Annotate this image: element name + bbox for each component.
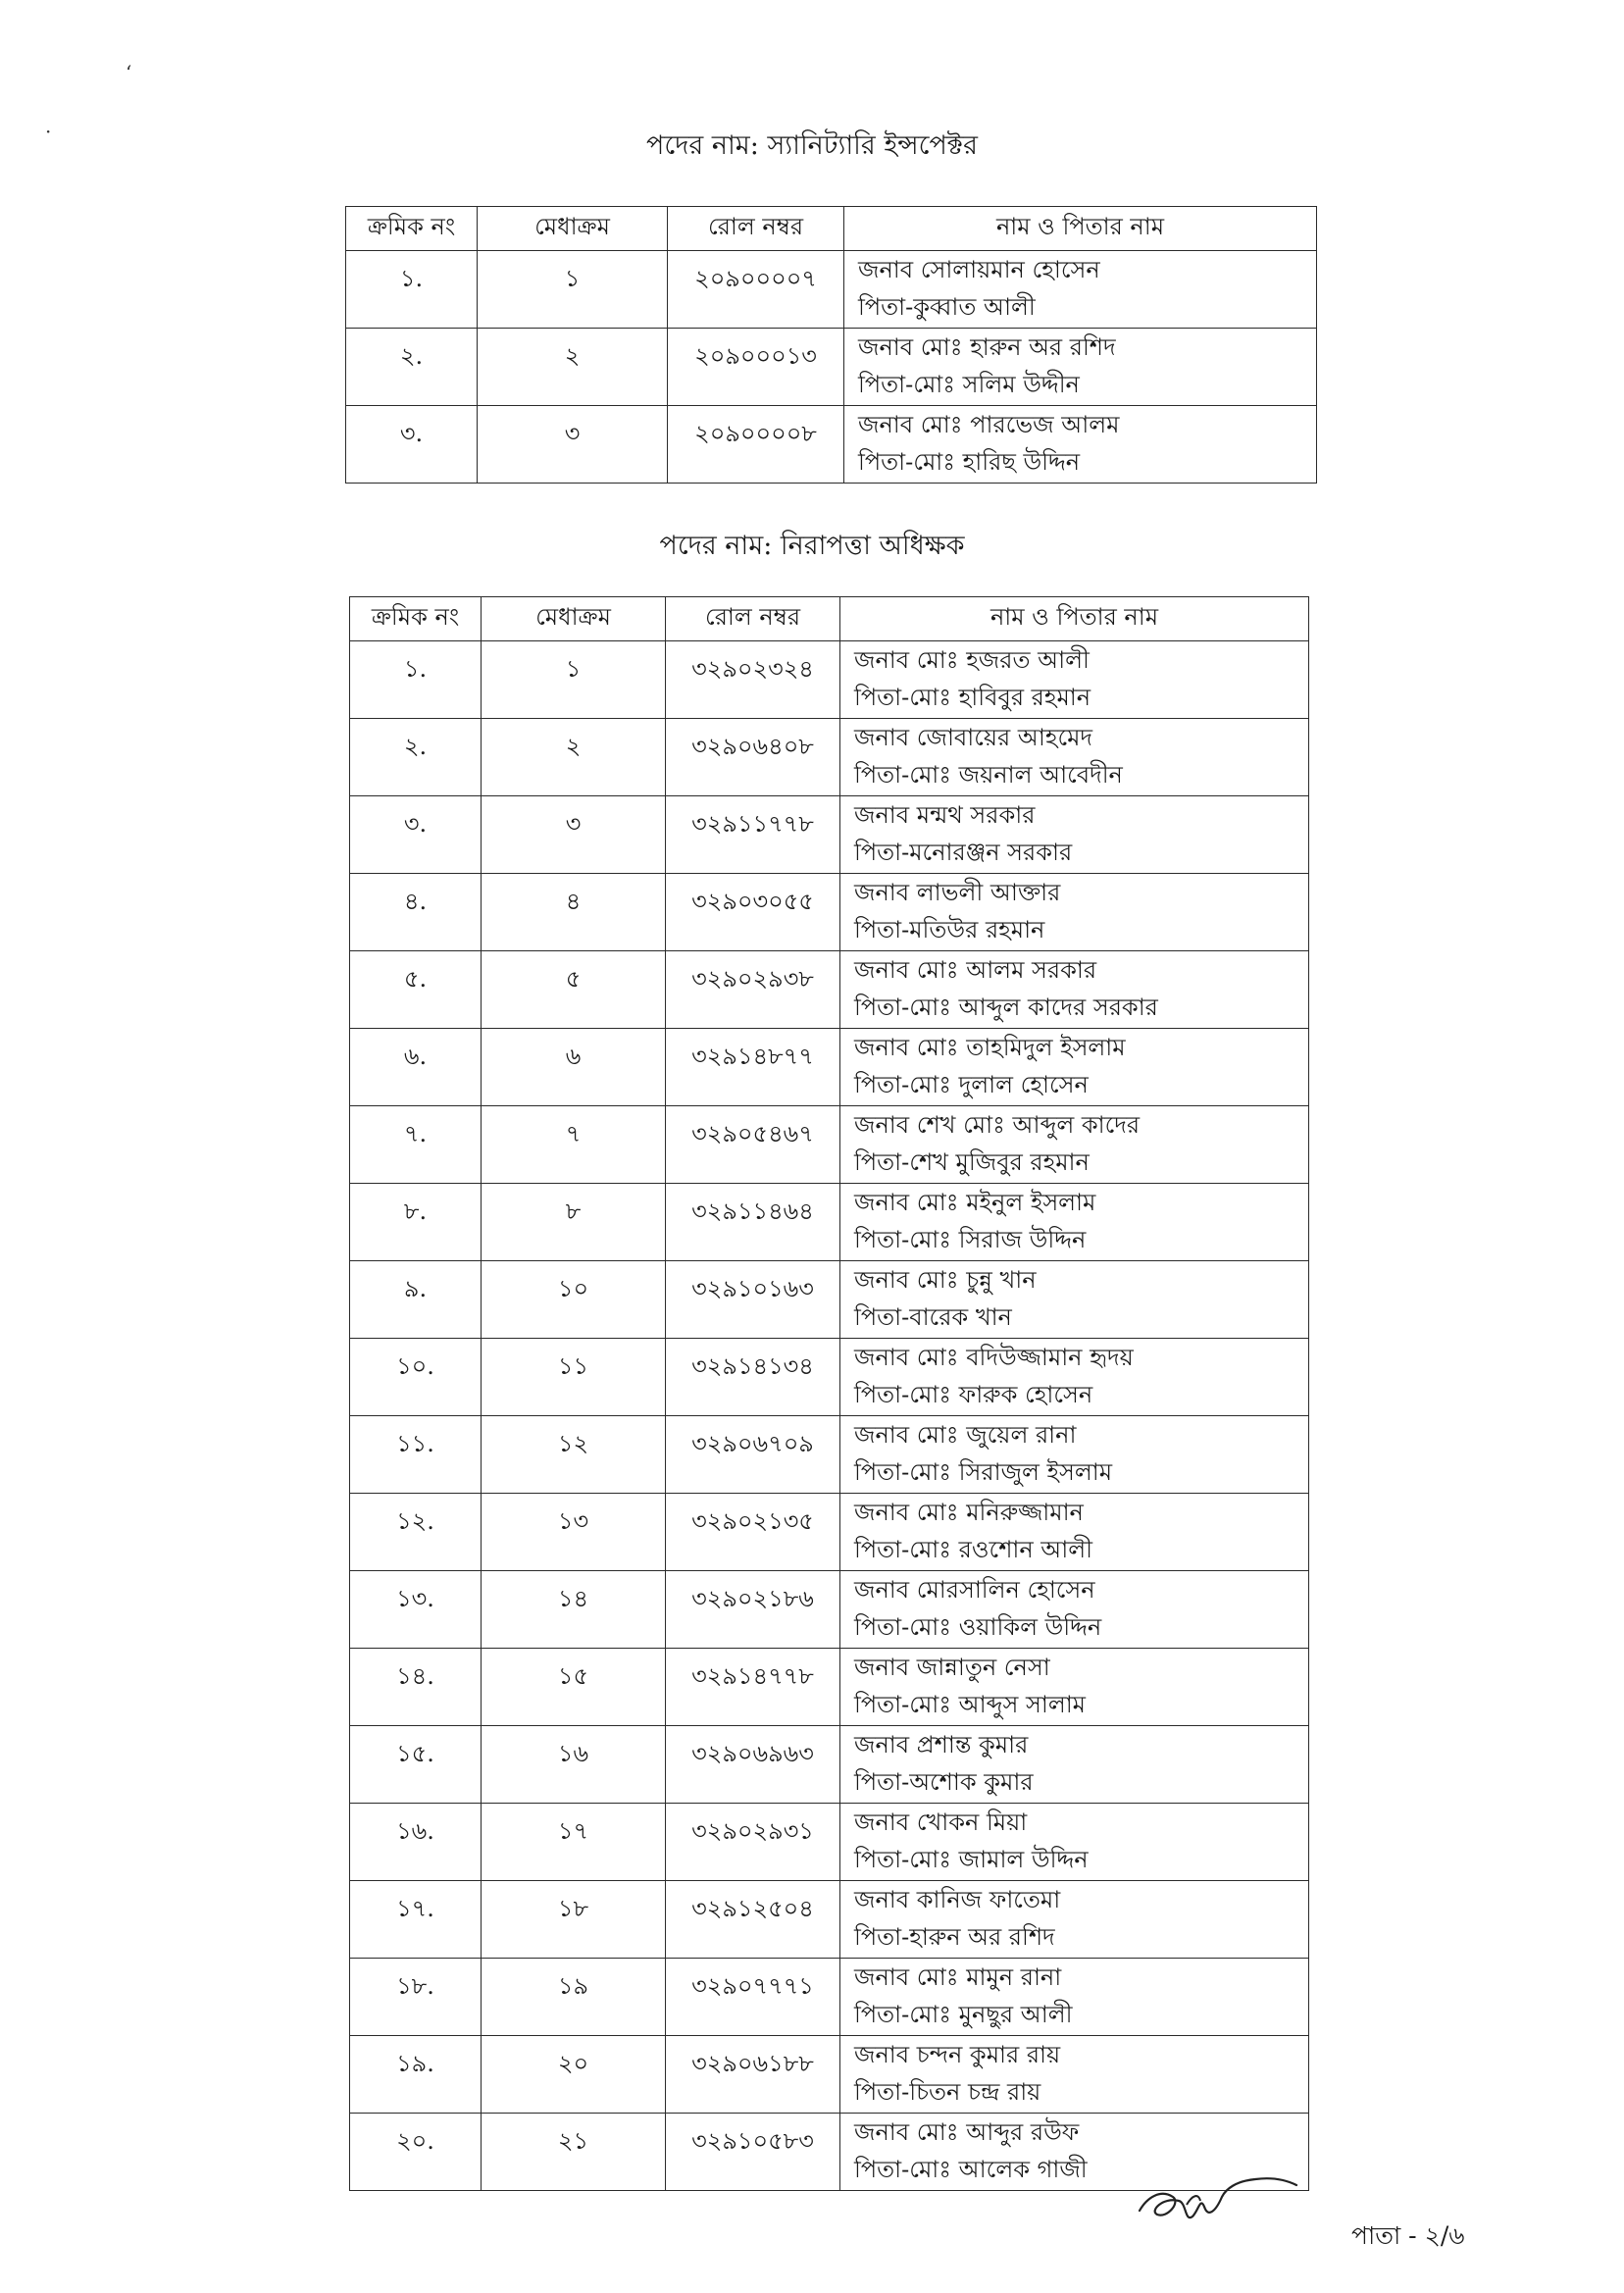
merit-cell: ১৪ (482, 1571, 666, 1649)
candidate-name: জনাব মোঃ মনিরুজ্জামান (854, 1499, 1084, 1526)
serial-cell: ১৯. (350, 2036, 482, 2114)
merit-cell: ১৯ (482, 1959, 666, 2036)
table-row (350, 719, 1309, 796)
name-cell (840, 1959, 1309, 2036)
serial-cell: ১৬. (350, 1804, 482, 1881)
roll-cell: ৩২৯১০৫৮৩ (666, 2114, 840, 2191)
name-cell (840, 796, 1309, 874)
table-header-row (350, 597, 1309, 641)
name-cell (840, 641, 1309, 719)
candidate-name: জনাব মোঃ মামুন রানা (854, 1963, 1062, 1991)
roll-cell: ৩২৯১৪৭৭৮ (666, 1649, 840, 1726)
name-cell (840, 1339, 1309, 1416)
candidate-name: জনাব জোবায়ের আহমেদ (854, 724, 1093, 751)
father-name: পিতা-মোঃ সিরাজুল ইসলাম (854, 1458, 1113, 1486)
father-name: পিতা-মোঃ জয়নাল আবেদীন (854, 761, 1123, 789)
table-row (350, 1649, 1309, 1726)
merit-cell: ২০ (482, 2036, 666, 2114)
father-name: পিতা-হারুন অর রশিদ (854, 1923, 1055, 1951)
table-row (350, 1881, 1309, 1959)
roll-cell: ৩২৯০৩০৫৫ (666, 874, 840, 951)
roll-cell: ৩২৯১৪৮৭৭ (666, 1029, 840, 1106)
roll-cell: ৩২৯০২৯৩৮ (666, 951, 840, 1029)
father-name: পিতা-বারেক খান (854, 1303, 1012, 1331)
father-name: পিতা-মোঃ ফারুক হোসেন (854, 1381, 1093, 1408)
roll-cell: ২০৯০০০০৭ (668, 251, 844, 329)
candidate-name: জনাব কানিজ ফাতেমা (854, 1886, 1061, 1913)
roll-cell: ৩২৯১২৫০৪ (666, 1881, 840, 1959)
candidate-name: জনাব মোঃ আব্দুর রউফ (854, 2118, 1080, 2146)
roll-cell: ৩২৯০৬৭০৯ (666, 1416, 840, 1494)
page-number: পাতা - ২/৬ (1351, 2221, 1465, 2250)
name-cell (840, 1416, 1309, 1494)
roll-cell: ৩২৯০২৩২৪ (666, 641, 840, 719)
name-cell (840, 951, 1309, 1029)
header-roll: রোল নম্বর (668, 207, 844, 251)
roll-cell: ৩২৯০২৯৩১ (666, 1804, 840, 1881)
header-serial: ক্রমিক নং (350, 597, 482, 641)
candidate-name: জনাব মোঃ চুন্নু খান (854, 1266, 1037, 1294)
candidate-name: জনাব মোঃ তাহমিদুল ইসলাম (854, 1034, 1126, 1061)
father-name: পিতা-মোঃ আব্দুস সালাম (854, 1691, 1086, 1718)
table-row (350, 1571, 1309, 1649)
serial-cell: ১৪. (350, 1649, 482, 1726)
candidate-name: জনাব প্রশান্ত কুমার (854, 1731, 1029, 1758)
name-cell (844, 251, 1317, 329)
roll-cell: ৩২৯১১৪৬৪ (666, 1184, 840, 1261)
name-cell (840, 1184, 1309, 1261)
name-cell (840, 1261, 1309, 1339)
roll-cell: ২০৯০০০১৩ (668, 329, 844, 406)
serial-cell: ১৩. (350, 1571, 482, 1649)
roll-cell: ৩২৯০২১৩৫ (666, 1494, 840, 1571)
merit-cell: ২ (482, 719, 666, 796)
father-name: পিতা-মোঃ হাবিবুর রহমান (854, 684, 1091, 711)
serial-cell: ৬. (350, 1029, 482, 1106)
serial-cell: ২. (350, 719, 482, 796)
table-row (350, 1804, 1309, 1881)
table-row (350, 1106, 1309, 1184)
father-name: পিতা-মোঃ সলিম উদ্দীন (858, 371, 1080, 398)
table-row (350, 1029, 1309, 1106)
candidate-name: জনাব মোঃ বদিউজ্জামান হৃদয় (854, 1344, 1134, 1371)
father-name: পিতা-শেখ মুজিবুর রহমান (854, 1148, 1090, 1176)
merit-cell: ১ (482, 641, 666, 719)
roll-cell: ৩২৯১০১৬৩ (666, 1261, 840, 1339)
signature (1128, 2167, 1304, 2246)
serial-cell: ৫. (350, 951, 482, 1029)
header-merit: মেধাক্রম (478, 207, 668, 251)
father-name: পিতা-মোঃ রওশোন আলী (854, 1536, 1093, 1563)
serial-cell: ৮. (350, 1184, 482, 1261)
table-row (350, 1261, 1309, 1339)
merit-cell: ২১ (482, 2114, 666, 2191)
name-cell (840, 1029, 1309, 1106)
header-serial: ক্রমিক নং (346, 207, 478, 251)
candidate-name: জনাব মোঃ হারুন অর রশিদ (858, 333, 1116, 361)
table-row (350, 1959, 1309, 2036)
candidate-name: জনাব সোলায়মান হোসেন (858, 256, 1100, 283)
serial-cell: ১৮. (350, 1959, 482, 2036)
father-name: পিতা-মোঃ ওয়াকিল উদ্দিন (854, 1613, 1102, 1641)
merit-cell: ১৮ (482, 1881, 666, 1959)
roll-cell: ৩২৯১১৭৭৮ (666, 796, 840, 874)
merit-cell: ৩ (478, 406, 668, 484)
father-name: পিতা-মোঃ দুলাল হোসেন (854, 1071, 1089, 1098)
header-roll: রোল নম্বর (666, 597, 840, 641)
table-row (350, 1184, 1309, 1261)
candidate-name: জনাব খোকন মিয়া (854, 1809, 1028, 1836)
candidate-name: জনাব জান্নাতুন নেসা (854, 1654, 1050, 1681)
serial-cell: ৭. (350, 1106, 482, 1184)
name-cell (840, 1494, 1309, 1571)
merit-cell: ৩ (482, 796, 666, 874)
sanitary-inspector-table (345, 206, 1317, 484)
father-name: পিতা-মোঃ মুনছুর আলী (854, 2001, 1073, 2028)
name-cell (840, 1649, 1309, 1726)
father-name: পিতা-মোঃ সিরাজ উদ্দিন (854, 1226, 1087, 1253)
table-row (350, 796, 1309, 874)
serial-cell: ৪. (350, 874, 482, 951)
table-row (350, 951, 1309, 1029)
serial-cell: ১১. (350, 1416, 482, 1494)
name-cell (840, 1106, 1309, 1184)
father-name: পিতা-মোঃ আব্দুল কাদের সরকার (854, 994, 1158, 1021)
name-cell (840, 1881, 1309, 1959)
table-row (350, 1494, 1309, 1571)
father-name: পিতা-মোঃ আলেক গাজী (854, 2156, 1088, 2183)
merit-cell: ১১ (482, 1339, 666, 1416)
roll-cell: ২০৯০০০০৮ (668, 406, 844, 484)
table-row (350, 641, 1309, 719)
merit-cell: ৭ (482, 1106, 666, 1184)
roll-cell: ৩২৯০৭৭৭১ (666, 1959, 840, 2036)
table-row (350, 874, 1309, 951)
header-name: নাম ও পিতার নাম (840, 597, 1309, 641)
candidate-name: জনাব মোঃ মইনুল ইসলাম (854, 1189, 1096, 1216)
table-row (350, 2036, 1309, 2114)
table-header-row (346, 207, 1317, 251)
roll-cell: ৩২৯০৬১৮৮ (666, 2036, 840, 2114)
merit-cell: ২ (478, 329, 668, 406)
father-name: পিতা-মতিউর রহমান (854, 916, 1045, 943)
father-name: পিতা-চিতন চন্দ্র রায় (854, 2078, 1041, 2106)
name-cell (844, 329, 1317, 406)
serial-cell: ৩. (350, 796, 482, 874)
roll-cell: ৩২৯০৬৪০৮ (666, 719, 840, 796)
serial-cell: ১. (346, 251, 478, 329)
candidate-name: জনাব মোঃ জুয়েল রানা (854, 1421, 1077, 1449)
candidate-name: জনাব মন্মথ সরকার (854, 801, 1036, 829)
name-cell (840, 1571, 1309, 1649)
table-row (346, 329, 1317, 406)
serial-cell: ৯. (350, 1261, 482, 1339)
table-row (346, 406, 1317, 484)
serial-cell: ২. (346, 329, 478, 406)
table-row (346, 251, 1317, 329)
section-title-security-superintendent: পদের নাম: নিরাপত্তা অধিক্ষক (659, 531, 965, 561)
serial-cell: ১৫. (350, 1726, 482, 1804)
section-title-sanitary-inspector: পদের নাম: স্যানিট্যারি ইন্সপেক্টর (646, 130, 978, 161)
merit-cell: ১০ (482, 1261, 666, 1339)
candidate-name: জনাব মোঃ পারভেজ আলম (858, 411, 1120, 438)
merit-cell: ৬ (482, 1029, 666, 1106)
candidate-name: জনাব মোঃ হজরত আলী (854, 646, 1090, 674)
serial-cell: ১২. (350, 1494, 482, 1571)
security-superintendent-table (349, 596, 1309, 2191)
table-row (350, 1726, 1309, 1804)
scan-mark: · (45, 120, 52, 143)
name-cell (840, 2036, 1309, 2114)
name-cell (840, 1726, 1309, 1804)
candidate-name: জনাব মোরসালিন হোসেন (854, 1576, 1095, 1604)
father-name: পিতা-মোঃ হারিছ উদ্দিন (858, 448, 1081, 476)
roll-cell: ৩২৯০৬৯৬৩ (666, 1726, 840, 1804)
father-name: পিতা-মোঃ জামাল উদ্দিন (854, 1846, 1089, 1873)
name-cell (840, 719, 1309, 796)
serial-cell: ১৭. (350, 1881, 482, 1959)
father-name: পিতা-অশোক কুমার (854, 1768, 1034, 1796)
name-cell (840, 1804, 1309, 1881)
candidate-name: জনাব মোঃ আলম সরকার (854, 956, 1097, 984)
serial-cell: ১. (350, 641, 482, 719)
name-cell (844, 406, 1317, 484)
father-name: পিতা-মনোরঞ্জন সরকার (854, 839, 1073, 866)
name-cell (840, 874, 1309, 951)
roll-cell: ৩২৯১৪১৩৪ (666, 1339, 840, 1416)
father-name: পিতা-কুব্বাত আলী (858, 293, 1036, 321)
merit-cell: ১৬ (482, 1726, 666, 1804)
merit-cell: ১৩ (482, 1494, 666, 1571)
merit-cell: ১৫ (482, 1649, 666, 1726)
scan-mark: ‘ (126, 61, 132, 84)
candidate-name: জনাব চন্দন কুমার রায় (854, 2041, 1061, 2068)
table-row (350, 1416, 1309, 1494)
merit-cell: ১৭ (482, 1804, 666, 1881)
roll-cell: ৩২৯০২১৮৬ (666, 1571, 840, 1649)
merit-cell: ১২ (482, 1416, 666, 1494)
serial-cell: ৩. (346, 406, 478, 484)
candidate-name: জনাব শেখ মোঃ আব্দুল কাদের (854, 1111, 1141, 1139)
serial-cell: ১০. (350, 1339, 482, 1416)
header-merit: মেধাক্রম (482, 597, 666, 641)
merit-cell: ৫ (482, 951, 666, 1029)
table-row (350, 1339, 1309, 1416)
header-name: নাম ও পিতার নাম (844, 207, 1317, 251)
merit-cell: ১ (478, 251, 668, 329)
serial-cell: ২০. (350, 2114, 482, 2191)
candidate-name: জনাব লাভলী আক্তার (854, 879, 1061, 906)
merit-cell: ৮ (482, 1184, 666, 1261)
roll-cell: ৩২৯০৫৪৬৭ (666, 1106, 840, 1184)
merit-cell: ৪ (482, 874, 666, 951)
